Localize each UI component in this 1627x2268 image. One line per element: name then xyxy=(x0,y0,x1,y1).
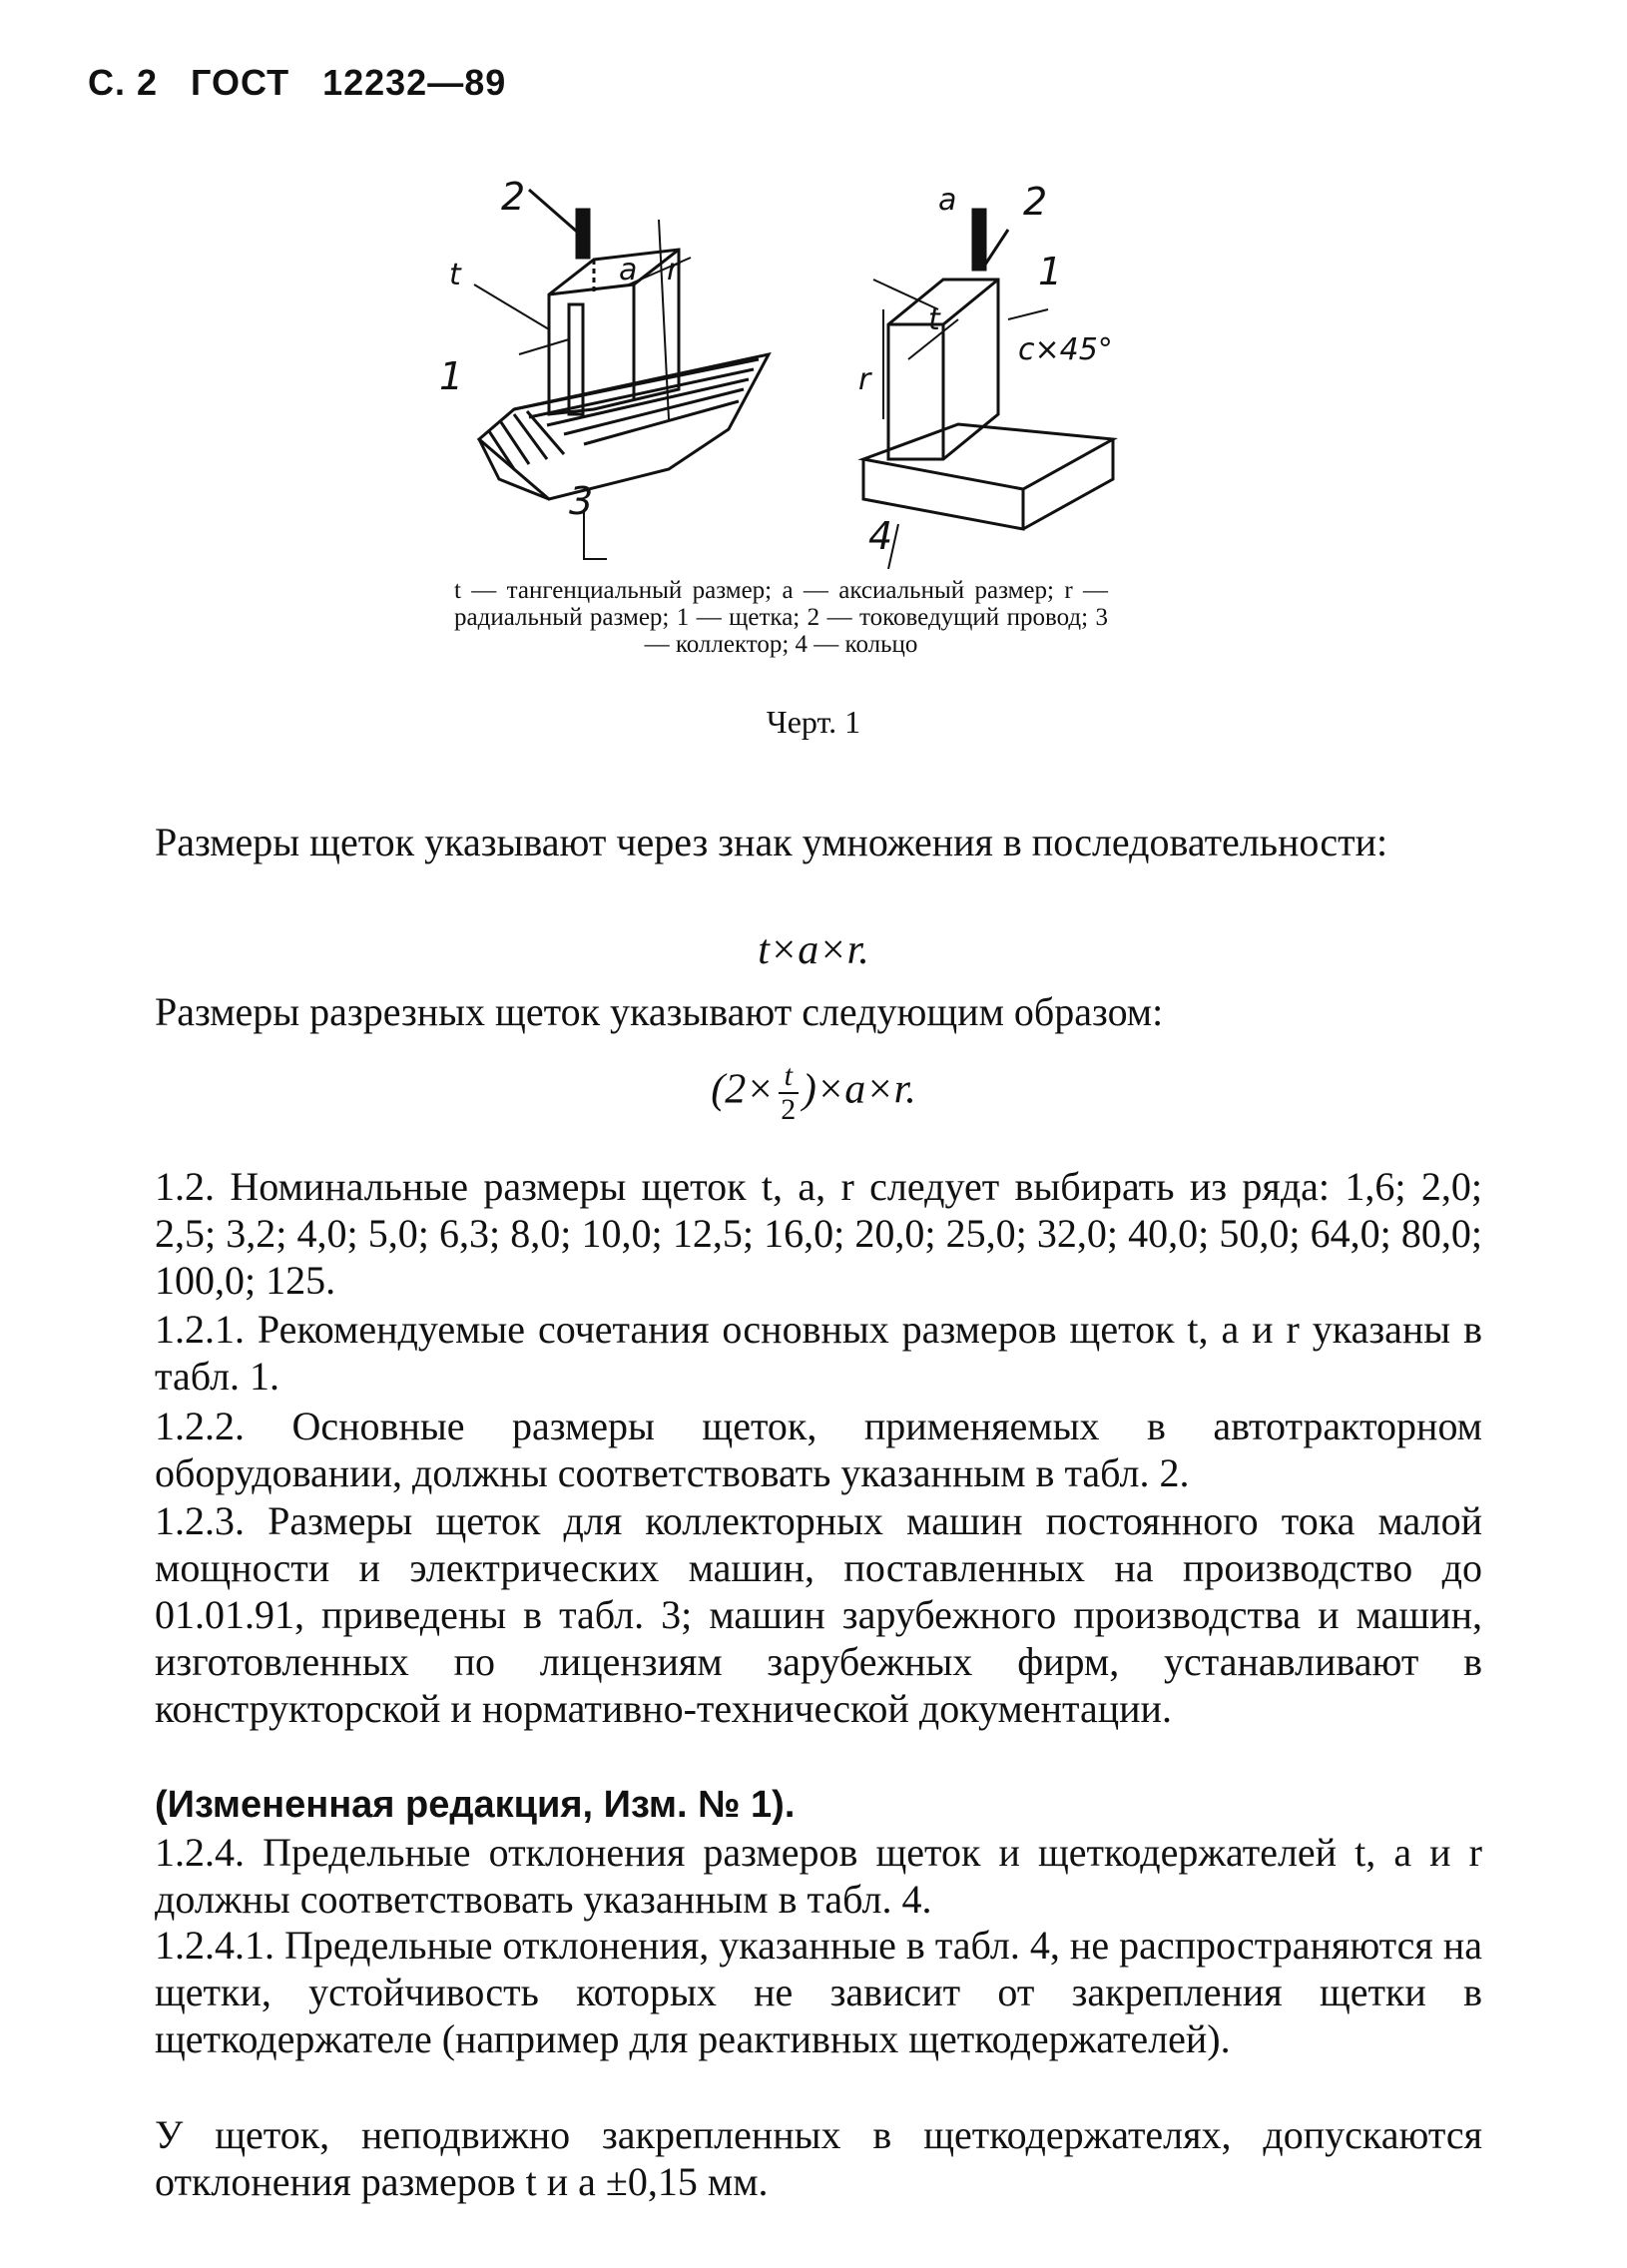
label-a-right: a xyxy=(938,183,957,218)
clause-1-2-4-1: 1.2.4.1. Предельные отклонения, указанные в табл. 4, не распространяются на щетки, устойчивость которых не зависит от закрепления щетки в щеткодержателе (например для реактивных щеткодержателей). xyxy=(155,1923,1482,2061)
figure-caption: t — тангенциальный размер; a — аксиальный размер; r — радиальный размер; 1 — щетка; 2 — токоведущий провод; 3 — коллектор; 4 — кольцо xyxy=(454,577,1108,658)
page-header xyxy=(88,62,528,104)
label-chamfer: c×45° xyxy=(1018,332,1113,367)
page-number: С. 2 xyxy=(88,62,159,103)
label-2-right: 2 xyxy=(1023,180,1048,224)
collector-drawing xyxy=(474,190,769,559)
ring-drawing xyxy=(863,210,1113,569)
fraction-numerator: t xyxy=(779,1060,799,1094)
label-3: 3 xyxy=(569,479,594,523)
standard-label: ГОСТ xyxy=(191,62,290,103)
label-t-left: t xyxy=(449,258,461,292)
paragraph-split-brushes: Размеры разрезных щеток указывают следующим образом: xyxy=(155,989,1164,1034)
fraction-denominator: 2 xyxy=(781,1093,797,1126)
paragraph-dimensions: Размеры щеток указывают через знак умножения в последовательности: xyxy=(155,820,1388,864)
clause-1-2: 1.2. Номинальные размеры щеток t, a, r следует выбирать из ряда: 1,6; 2,0; 2,5; 3,2; 4,0; 5,0; 6,3; 8,0; 10,0; 12,5; 16,0; 20,0; 25,0; 32,0; 40,0; 50,0; 64,0; 80,0; 100,0; 125. xyxy=(155,1164,1482,1303)
label-r-left: r xyxy=(667,253,680,287)
label-1-left: 1 xyxy=(439,354,464,398)
standard-number: 12232—89 xyxy=(322,62,507,103)
label-1-right: 1 xyxy=(1038,250,1063,293)
clause-1-2-2: 1.2.2. Основные размеры щеток, применяемых в автотракторном оборудовании, должны соответствовать указанным в табл. 2. xyxy=(155,1404,1482,1495)
amendment-note: (Измененная редакция, Изм. № 1). xyxy=(155,1784,796,1826)
label-r-right: r xyxy=(858,362,871,397)
label-4: 4 xyxy=(868,514,893,558)
clause-1-2-4: 1.2.4. Предельные отклонения размеров щеток и щеткодержателей t, a и r должны соответствовать указанным в табл. 4. xyxy=(155,1830,1482,1922)
clause-tolerance: У щеток, неподвижно закрепленных в щеткодержателях, допускаются отклонения размеров t и a ±0,15 мм. xyxy=(155,2112,1482,2204)
brush-drawing xyxy=(419,170,1138,569)
formula-2-suffix: )×a×r. xyxy=(802,1066,916,1113)
label-t-right: t xyxy=(928,302,940,337)
label-2-left: 2 xyxy=(501,175,526,219)
figure-title: Черт. 1 xyxy=(766,704,861,740)
formula-2-prefix: (2× xyxy=(711,1066,775,1113)
clause-1-2-1: 1.2.1. Рекомендуемые сочетания основных размеров щеток t, a и r указаны в табл. 1. xyxy=(155,1307,1482,1399)
clause-1-2-3: 1.2.3. Размеры щеток для коллекторных машин постоянного тока малой мощности и электрических машин, поставленных на производство до 01.01.91, приведены в табл. 3; машин зарубежного производства и машин, изготовленных по лицензиям зарубежных фирм, устанавливают в конструкторской и нормативно-технической документации. xyxy=(155,1498,1482,1731)
formula-2 xyxy=(0,1060,1627,1126)
formula-2-fraction xyxy=(779,1060,799,1126)
formula-1: t×a×r. xyxy=(758,927,869,973)
label-a-left: a xyxy=(619,253,638,287)
